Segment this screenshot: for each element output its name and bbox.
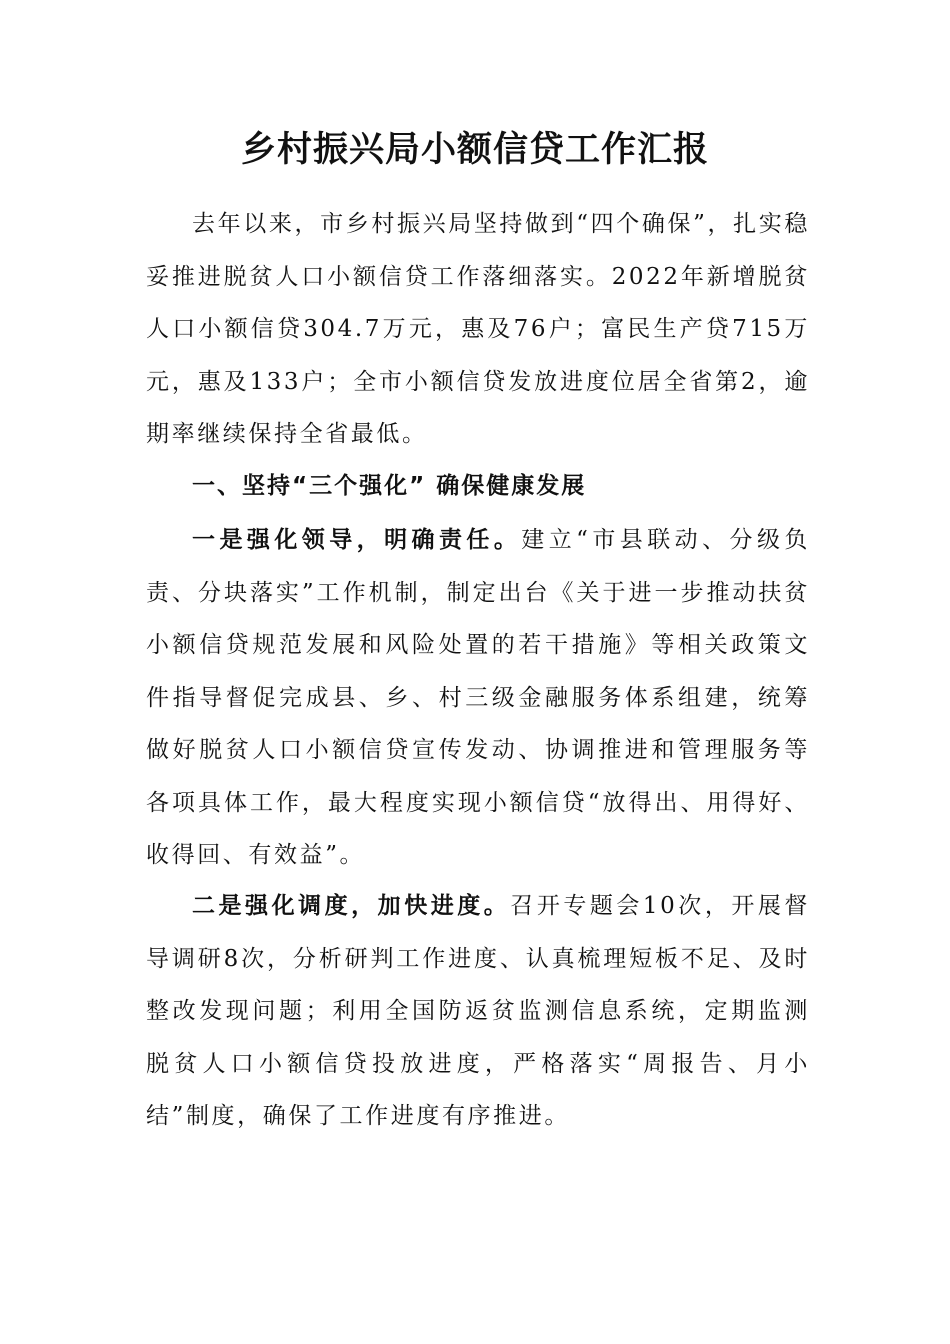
intro-paragraph: 去年以来，市乡村振兴局坚持做到“四个确保”，扎实稳妥推进脱贫人口小额信贷工作落细落实。2022年新增脱贫人口小额信贷304.7万元，惠及76户；富民生产贷715万元，惠及133户；全市小额信贷发放进度位居全省第2，逾期率继续保持全省最低。	[146, 211, 810, 447]
section-heading: 一、坚持“三个强化” 确保健康发展	[192, 473, 587, 499]
point-paragraph-1	[146, 514, 810, 882]
document-title: 乡村振兴局小额信贷工作汇报	[240, 130, 709, 170]
point-text-2: 召开专题会10次，开展督导调研8次，分析研判工作进度、认真梳理短板不足、及时整改发现问题；利用全国防返贫监测信息系统，定期监测脱贫人口小额信贷投放进度，严格落实“周报告、月小结”制度，确保了工作进度有序推进。	[146, 893, 811, 1129]
point-paragraph-2	[146, 880, 810, 1143]
point-text-1: 建立“市县联动、分级负责、分块落实”工作机制，制定出台《关于进一步推动扶贫小额信贷规范发展和风险处置的若干措施》等相关政策文件指导督促完成县、乡、村三级金融服务体系组建，统筹做好脱贫人口小额信贷宣传发动、协调推进和管理服务等各项具体工作，最大程度实现小额信贷“放得出、用得好、收得回、有效益”。	[146, 527, 811, 868]
point-lead-1: 一是强化领导，明确责任。	[192, 527, 522, 553]
point-lead-2: 二是强化调度，加快进度。	[192, 893, 511, 919]
